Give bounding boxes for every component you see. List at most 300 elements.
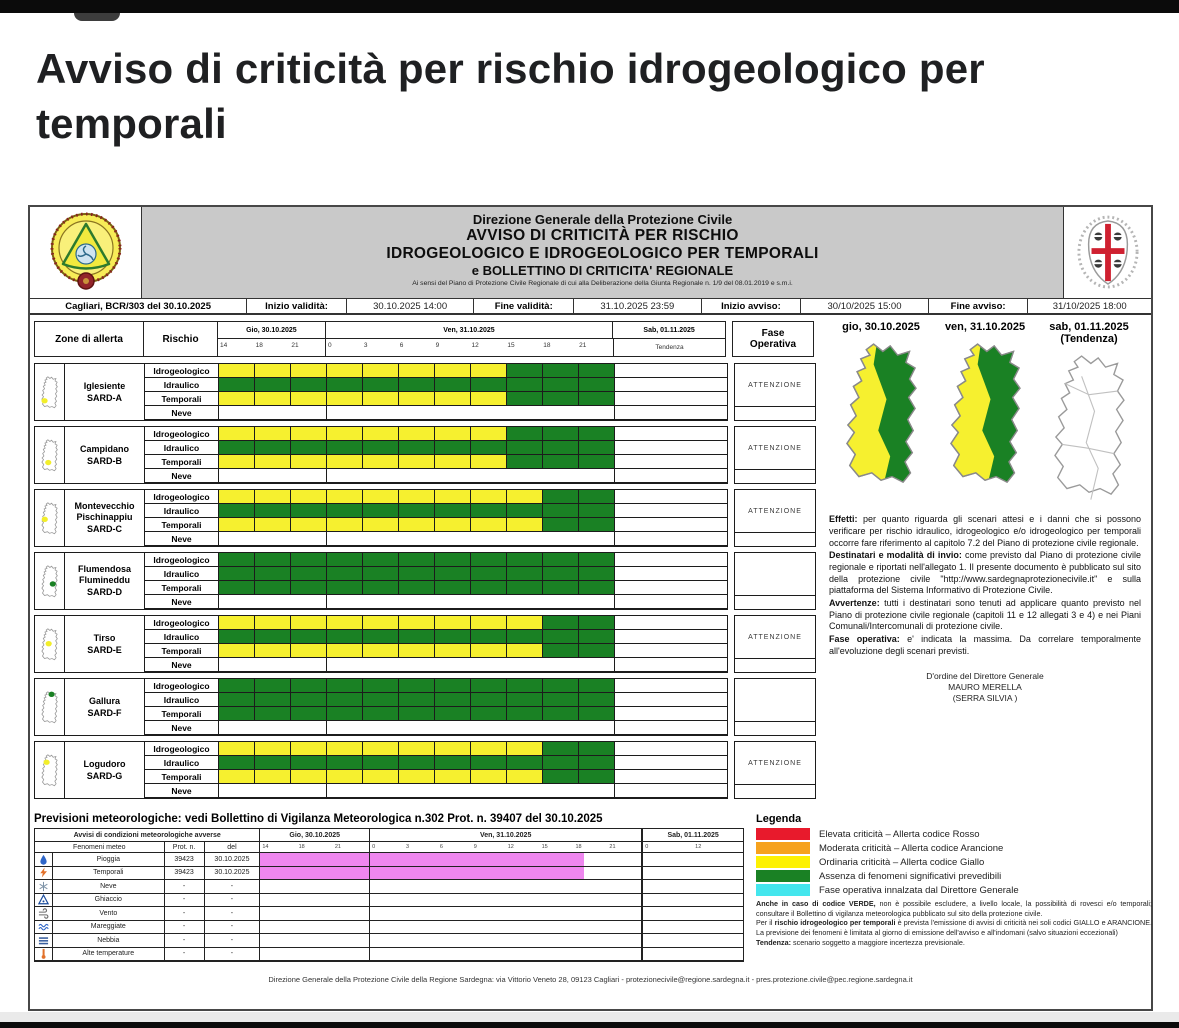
timeline-cell (363, 441, 399, 455)
timeline-cell (399, 644, 435, 658)
risk-label: Neve (145, 406, 219, 420)
risk-label: Idraulico (145, 756, 219, 770)
tendenza-cell (615, 721, 727, 735)
legend-item-label: Ordinaria criticità – Allerta codice Giallo (819, 856, 985, 868)
timeline-cell (255, 630, 291, 644)
phenomenon-del: - (205, 934, 261, 948)
warning-bar-ven (370, 853, 643, 867)
timeline-cell (507, 378, 543, 392)
timeline-cell (291, 707, 327, 721)
timeline-cell (363, 553, 399, 567)
legend-item (756, 856, 1152, 868)
four-moors-shield (1076, 214, 1140, 292)
fase-operativa-empty (734, 722, 816, 736)
timeline-cell (435, 644, 471, 658)
fase-operativa-value (734, 678, 816, 722)
zone-name-label: Flumendosa Flumineddu (77, 564, 131, 585)
risk-label: Temporali (145, 455, 219, 469)
timeline-cell (363, 693, 399, 707)
zone-name (65, 616, 145, 672)
fase-operativa-column (734, 615, 816, 673)
timeline-cell (435, 756, 471, 770)
col-del: del (205, 842, 261, 853)
zone-code: SARD-F (87, 708, 122, 718)
map-day-label: sab, 01.11.2025 (1049, 321, 1129, 333)
timeline-cell (543, 441, 579, 455)
timeline-cell (363, 644, 399, 658)
timeline-cell (543, 364, 579, 378)
warning-bar-ven (370, 880, 643, 894)
timeline-cell (507, 693, 543, 707)
timeline-cell (291, 679, 327, 693)
timeline-cell (291, 756, 327, 770)
note-rischio-text: è prevista l'emissione di avvisi di criticità nei soli codici GIALLO e ARANCIONE. La previsione dei fenomeni è limitata al giorno di emissione dell'avviso e all'indomani (salvo situazioni eccezionali) (756, 918, 1153, 938)
timeline-cell (255, 567, 291, 581)
timeline-cell (327, 441, 363, 455)
weather-table (34, 828, 744, 962)
phenomenon-prot: - (165, 934, 205, 948)
tendenza-cell (615, 742, 727, 756)
map-day-label: ven, 31.10.2025 (944, 321, 1026, 333)
doc-title-line3: e BOLLETTINO DI CRITICITA' REGIONALE (471, 263, 734, 278)
risk-label: Idrogeologico (145, 490, 219, 504)
timeline-cell (219, 679, 255, 693)
timeline-cell (291, 490, 327, 504)
tendenza-cell (615, 469, 727, 483)
timeline-cell (399, 616, 435, 630)
temp-icon (35, 948, 53, 962)
risk-label: Idrogeologico (145, 616, 219, 630)
note-rischio-bold: rischio idrogeologico per temporali (774, 918, 896, 928)
risk-label: Temporali (145, 392, 219, 406)
timeline-cell (507, 455, 543, 469)
regione-sardegna-emblem (48, 211, 124, 295)
tendenza-cell (615, 553, 727, 567)
fase-operativa-value: ATTENZIONE (734, 615, 816, 659)
note-verde-lead: Anche in caso di codice VERDE, (756, 899, 876, 908)
timeline-cell (435, 742, 471, 756)
tendenza-cell (615, 616, 727, 630)
timeline-cell (327, 567, 363, 581)
warning-bar-fill (370, 867, 584, 880)
risk-label: Neve (145, 784, 219, 798)
timeline-header (218, 321, 726, 357)
timeline-cell (363, 742, 399, 756)
fase-operativa-value: ATTENZIONE (734, 426, 816, 470)
timeline-cell (579, 616, 615, 630)
timeline-cell (363, 679, 399, 693)
timeline-cell (363, 490, 399, 504)
timeline-empty-gio (219, 658, 327, 672)
timeline-cell (327, 518, 363, 532)
risk-label: Idraulico (145, 504, 219, 518)
risk-label: Temporali (145, 518, 219, 532)
timeline-cell (363, 581, 399, 595)
org-name: Direzione Generale della Protezione Civile (472, 212, 733, 227)
timeline-cell (399, 567, 435, 581)
fase-operativa-column (734, 489, 816, 547)
legend-item (756, 842, 1152, 854)
timeline-cell (255, 490, 291, 504)
timeline-empty-ven (327, 469, 615, 483)
timeline-cell (543, 756, 579, 770)
timeline-cell (255, 742, 291, 756)
timeline-cell (291, 742, 327, 756)
weather-row-neve (35, 880, 743, 894)
tendenza-cell (615, 707, 727, 721)
phenomenon-name: Alte temperature (53, 948, 165, 962)
timeline-cell (219, 553, 255, 567)
zone-name-label: Gallura (88, 695, 120, 706)
phenomenon-del: - (205, 907, 261, 921)
signature-line3: (SERRA SILVIA ) (952, 692, 1018, 703)
tendenza-cell (615, 455, 727, 469)
warning-bar-gio (260, 853, 370, 867)
tendenza-cell (615, 378, 727, 392)
zone-minimap (39, 565, 60, 598)
legend-title: Legenda (756, 813, 802, 825)
timeline-cell (327, 392, 363, 406)
validity-strip (30, 299, 1151, 315)
risk-label: Temporali (145, 644, 219, 658)
risk-label: Idrogeologico (145, 364, 219, 378)
bottom-gray-strip (0, 1012, 1179, 1022)
timeline-cell (507, 441, 543, 455)
fase-operativa-column (734, 678, 816, 736)
timeline-cell (291, 644, 327, 658)
timeline-cell (507, 630, 543, 644)
timeline-cell (219, 630, 255, 644)
timeline-cell (291, 553, 327, 567)
timeline-cell (363, 427, 399, 441)
timeline-cell (471, 707, 507, 721)
timeline-cell (471, 518, 507, 532)
timeline-cell (579, 693, 615, 707)
weather-title: Previsioni meteorologiche: vedi Bollettino di Vigilanza Meteorologica n.302 Prot. n. 39407 del 30.10.2025 (34, 813, 603, 825)
timeline-cell (471, 644, 507, 658)
timeline-cell (399, 630, 435, 644)
zone-minimap-cell (35, 553, 65, 609)
timeline-cell (327, 504, 363, 518)
effetti-lead: Effetti: (829, 514, 858, 525)
warning-bar-ven (370, 934, 643, 948)
map-column (829, 321, 933, 506)
zone-block-sard-d (34, 552, 819, 610)
timeline-cell (507, 644, 543, 658)
timeline-cell (327, 553, 363, 567)
risk-label: Idrogeologico (145, 553, 219, 567)
phenomenon-name: Temporali (53, 867, 165, 881)
warning-bar-fill (260, 867, 369, 880)
fase-operativa-empty (734, 470, 816, 484)
timeline-cell (543, 679, 579, 693)
timeline-cell (471, 427, 507, 441)
timeline-cell (399, 553, 435, 567)
timeline-cell (579, 518, 615, 532)
timeline-cell (579, 679, 615, 693)
timeline-cell (219, 581, 255, 595)
warning-bar-ven (370, 921, 643, 935)
legend-item-label: Assenza di fenomeni significativi prevedibili (819, 870, 1002, 882)
phenomenon-del: 30.10.2025 (205, 867, 261, 881)
timeline-cell (543, 490, 579, 504)
risk-label: Neve (145, 721, 219, 735)
timeline-cell (399, 742, 435, 756)
weather-row-nebbia (35, 934, 743, 948)
risk-label: Neve (145, 532, 219, 546)
zone-minimap-cell (35, 427, 65, 483)
zone-code: SARD-A (87, 393, 122, 403)
timeline-cell (363, 770, 399, 784)
warning-bar-ven (370, 867, 643, 881)
zone-minimap-cell (35, 616, 65, 672)
effetti-body: come previsto dal Piano di protezione civile regionale e riportati nell'allegato 1. Il presente documento è pubblicato sul sito della protezione civile "http://www.sardegnaprotezionecivile.it" e sulla piattaforma del Sistema Informativo di Protezione Civile. (829, 550, 1142, 596)
timeline-cell (435, 630, 471, 644)
timeline-cell (579, 441, 615, 455)
map-day-label: gio, 30.10.2025 (842, 321, 920, 333)
timeline-cell (471, 567, 507, 581)
timeline-cell (507, 490, 543, 504)
weather-row-mareggiate (35, 921, 743, 935)
signature-line1: D'ordine del Direttore Generale (926, 671, 1044, 682)
inizio-validita-value: 30.10.2025 14:00 (347, 299, 475, 313)
timeline-cell (291, 427, 327, 441)
risk-label: Idraulico (145, 378, 219, 392)
timeline-cell (255, 770, 291, 784)
timeline-cell (507, 392, 543, 406)
risk-label: Idrogeologico (145, 427, 219, 441)
timeline-cell (291, 518, 327, 532)
timeline-cell (399, 756, 435, 770)
fase-operativa-column (734, 552, 816, 610)
wind-icon (35, 907, 53, 921)
timeline-cell (435, 553, 471, 567)
timeline-cell (219, 693, 255, 707)
timeline-cell (507, 616, 543, 630)
phenomenon-prot: - (165, 880, 205, 894)
tendenza-cell (615, 679, 727, 693)
day-header: Gio, 30.10.2025 (218, 322, 326, 338)
col-prot: Prot. n. (165, 842, 205, 853)
phenomenon-del: - (205, 921, 261, 935)
weather-header-span: Avvisi di condizioni meteorologiche avverse (35, 829, 260, 842)
weather-forecast-section (34, 813, 744, 962)
warning-bar-sab (643, 894, 743, 908)
timeline-cell (363, 392, 399, 406)
phenomenon-name: Vento (53, 907, 165, 921)
tendenza-cell (615, 532, 727, 546)
tendenza-cell (615, 392, 727, 406)
timeline-cell (471, 616, 507, 630)
timeline-cell (471, 392, 507, 406)
timeline-cell (327, 679, 363, 693)
timeline-cell (255, 378, 291, 392)
effetti-body: per quanto riguarda gli scenari attesi e i danni che si possono verificare per rischio idraulico, idrogeologico e/o idrogeologico per temporali occorre fare riferimento al capitolo 7.2 del Piano di protezione civile regionale. (829, 514, 1141, 548)
timeline-cell (435, 378, 471, 392)
tendenza-cell (615, 595, 727, 609)
fase-operativa-value: ATTENZIONE (734, 363, 816, 407)
alert-table-header (34, 321, 819, 357)
timeline-cell (255, 553, 291, 567)
warning-bar-ven (370, 948, 643, 962)
timeline-cell (507, 567, 543, 581)
weather-row-pioggia (35, 853, 743, 867)
timeline-cell (579, 490, 615, 504)
timeline-cell (471, 581, 507, 595)
timeline-cell (363, 364, 399, 378)
tendenza-cell (615, 406, 727, 420)
risk-label: Idraulico (145, 567, 219, 581)
note-tendenza-lead: Tendenza: (756, 937, 792, 947)
warning-bar-sab (643, 867, 743, 881)
timeline-cell (219, 490, 255, 504)
fase-operativa-empty (734, 785, 816, 799)
fase-operativa-column (734, 426, 816, 484)
timeline-cell (327, 630, 363, 644)
effetti-paragraph (829, 598, 1141, 633)
timeline-cell (219, 518, 255, 532)
timeline-cell (291, 441, 327, 455)
zone-grid (34, 615, 728, 673)
fase-operativa-empty (734, 659, 816, 673)
zone-code: SARD-E (87, 645, 122, 655)
timeline-cell (507, 707, 543, 721)
zone-code: SARD-D (87, 587, 122, 598)
warning-bar-gio (260, 907, 370, 921)
signature-line2: MAURO MERELLA (948, 682, 1022, 693)
timeline-cell (219, 742, 255, 756)
sardinia-coat-of-arms (1063, 207, 1151, 298)
timeline-cell (327, 378, 363, 392)
timeline-cell (255, 441, 291, 455)
legend-color-swatch (756, 828, 810, 840)
timeline-cell (291, 770, 327, 784)
timeline-cell (327, 455, 363, 469)
zone-name-label: Logudoro (83, 758, 126, 769)
timeline-cell (255, 455, 291, 469)
zone-minimap (39, 502, 60, 535)
tendenza-cell (615, 567, 727, 581)
timeline-cell (327, 707, 363, 721)
warning-bar-ven (370, 907, 643, 921)
zone-block-sard-c (34, 489, 819, 547)
phenomenon-del: 30.10.2025 (205, 853, 261, 867)
zone-code: SARD-G (86, 771, 123, 781)
timeline-cell (291, 364, 327, 378)
timeline-empty-ven (327, 784, 615, 798)
timeline-cell (399, 441, 435, 455)
timeline-cell (291, 392, 327, 406)
zone-minimap (39, 628, 60, 661)
warning-bar-sab (643, 934, 743, 948)
legend-color-swatch (756, 856, 810, 868)
timeline-cell (363, 504, 399, 518)
timeline-cell (399, 364, 435, 378)
camera-notch (74, 13, 120, 21)
timeline-cell (255, 392, 291, 406)
tendenza-cell (615, 756, 727, 770)
warning-bar-gio (260, 867, 370, 881)
phenomenon-name: Pioggia (53, 853, 165, 867)
timeline-empty-ven (327, 595, 615, 609)
effetti-paragraph (829, 514, 1141, 549)
col-rischio: Rischio (144, 321, 218, 357)
timeline-cell (579, 644, 615, 658)
zone-grid (34, 426, 728, 484)
zone-grid (34, 363, 728, 421)
timeline-cell (399, 378, 435, 392)
timeline-cell (543, 616, 579, 630)
weather-row-vento (35, 907, 743, 921)
timeline-cell (435, 679, 471, 693)
weather-hour-labels: 0 12 (643, 842, 743, 853)
warning-bar-gio (260, 934, 370, 948)
zone-name (65, 490, 145, 546)
ice-icon (35, 894, 53, 908)
warning-bar-fill (370, 853, 584, 866)
timeline-cell (579, 756, 615, 770)
weather-row-ghiaccio (35, 894, 743, 908)
zone-grid (34, 552, 728, 610)
map-column (933, 321, 1037, 506)
fase-operativa-column (734, 363, 816, 421)
timeline-cell (255, 581, 291, 595)
zone-name-label: Tirso (93, 632, 116, 643)
timeline-cell (399, 770, 435, 784)
timeline-cell (291, 504, 327, 518)
effetti-paragraph (829, 634, 1141, 657)
timeline-cell (219, 392, 255, 406)
timeline-cell (579, 553, 615, 567)
timeline-cell (219, 441, 255, 455)
zone-name (65, 427, 145, 483)
risk-label: Idrogeologico (145, 679, 219, 693)
zone-name (65, 679, 145, 735)
timeline-cell (435, 392, 471, 406)
timeline-cell (291, 567, 327, 581)
timeline-cell (219, 616, 255, 630)
timeline-cell (471, 490, 507, 504)
zone-minimap (39, 691, 60, 724)
timeline-empty-ven (327, 721, 615, 735)
timeline-cell (255, 756, 291, 770)
tendenza-cell (615, 427, 727, 441)
map-column (1037, 321, 1141, 506)
document-header (30, 207, 1151, 299)
phenomenon-prot: - (165, 921, 205, 935)
warning-bar-ven (370, 894, 643, 908)
timeline-cell (363, 567, 399, 581)
timeline-cell (255, 707, 291, 721)
risk-label: Neve (145, 469, 219, 483)
map-image (1037, 351, 1141, 506)
legend-item (756, 870, 1152, 882)
timeline-cell (507, 518, 543, 532)
zone-code: SARD-C (87, 524, 122, 535)
zone-block-sard-f (34, 678, 819, 736)
phenomenon-prot: - (165, 894, 205, 908)
zone-block-sard-a (34, 363, 819, 421)
timeline-cell (543, 427, 579, 441)
timeline-cell (471, 504, 507, 518)
timeline-cell (507, 756, 543, 770)
tendenza-cell (615, 770, 727, 784)
timeline-cell (399, 455, 435, 469)
phenomenon-prot: - (165, 948, 205, 962)
zone-name-label: Iglesiente (83, 380, 126, 391)
rain-icon (35, 853, 53, 867)
timeline-cell (255, 693, 291, 707)
